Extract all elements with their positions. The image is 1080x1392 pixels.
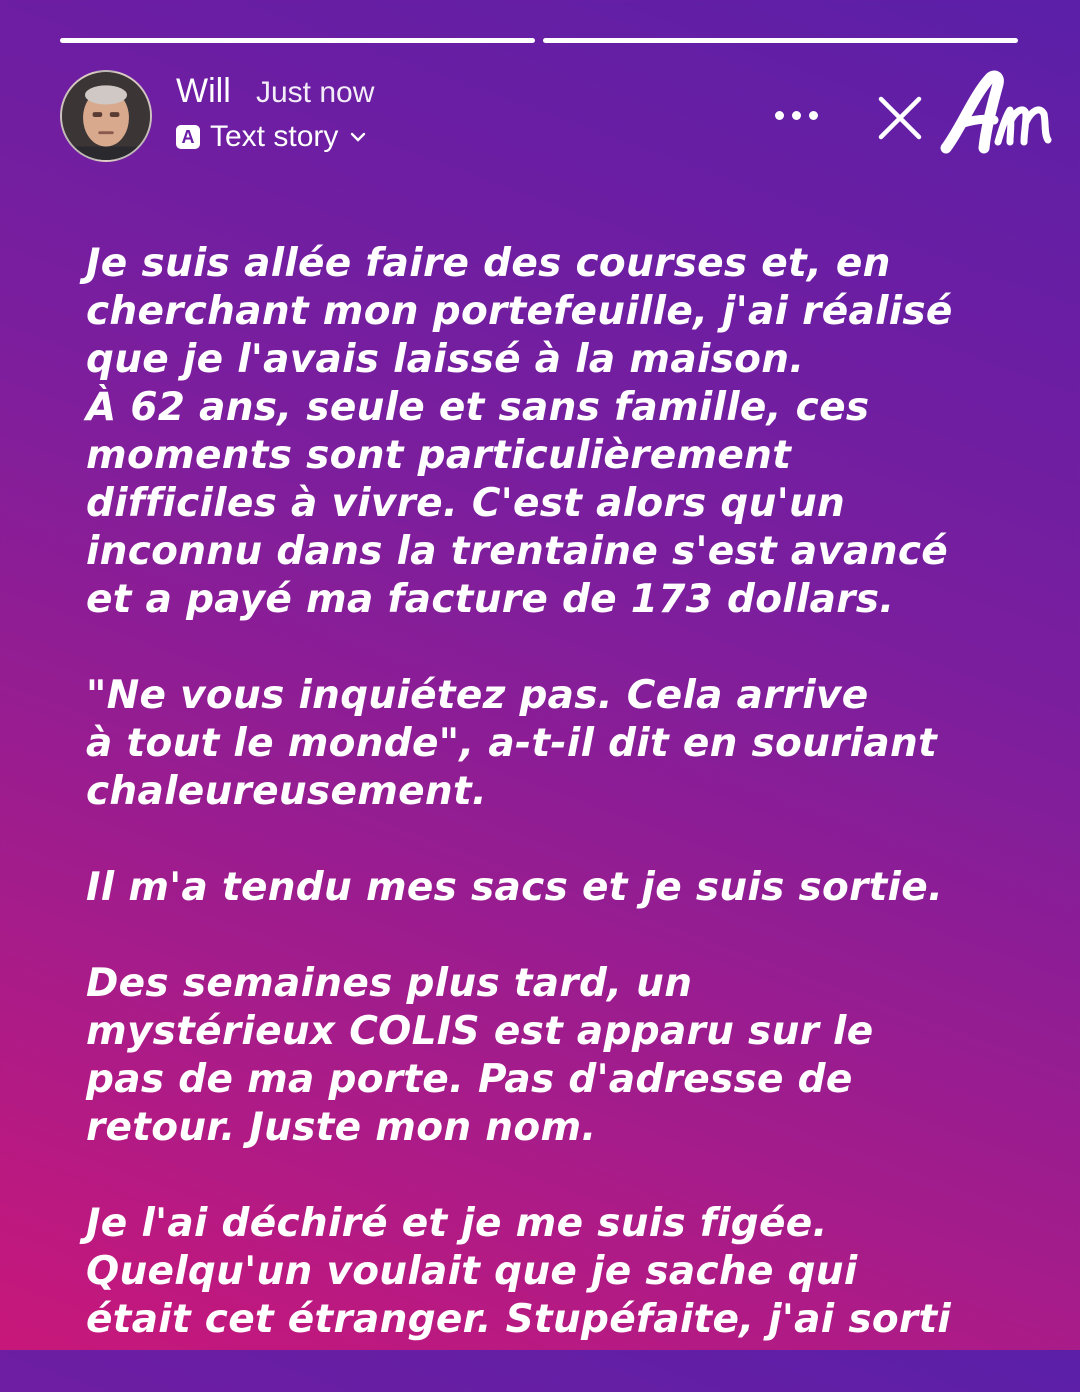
text-story-badge-icon: A <box>176 125 200 149</box>
author-name[interactable]: Will <box>176 72 231 110</box>
avatar-photo <box>62 72 150 160</box>
close-button[interactable] <box>874 92 926 144</box>
story-paragraph: Il m'a tendu mes sacs et je suis sortie. <box>86 865 944 910</box>
story-type-selector[interactable] <box>176 120 366 154</box>
story-type-label: Text story <box>210 120 339 153</box>
story-highlight: un inconnu dans la trentaine <box>86 481 846 574</box>
story-text-span: Je l'ai déchiré et je me suis figée. <box>86 1201 828 1246</box>
more-dot <box>775 111 784 120</box>
avatar[interactable] <box>60 70 152 162</box>
more-options-button[interactable] <box>768 92 824 138</box>
story-text-span: s'est avancé et a payé ma facture de 173 dollars. <box>86 529 949 622</box>
post-time: Just now <box>256 76 375 109</box>
story-text-span: Je suis allée faire des courses et, en cherchant mon portefeuille, j'ai réalisé que je l'avais laissé à la maison. <box>86 241 953 382</box>
story-highlight: Des semaines plus tard, un mystérieux COLIS est apparu sur le pas de ma porte. <box>86 961 874 1102</box>
progress-segment <box>60 38 535 43</box>
story-paragraph <box>86 1200 1061 1344</box>
progress-segment <box>543 38 1018 43</box>
story-highlight: Quelqu'un voulait que je sache qui était cet étranger. <box>86 1249 858 1342</box>
chevron-down-icon <box>350 126 366 149</box>
more-dot <box>809 111 818 120</box>
story-text-span: Stupéfaite, j'ai sorti <box>491 1297 952 1342</box>
story-paragraph <box>86 240 1061 624</box>
story-text <box>86 240 1061 1392</box>
story-text-span: , ces moments sont particulièrement difficiles à vivre. C'est alors qu' <box>86 385 870 526</box>
story-paragraph <box>86 960 1061 1152</box>
story-highlight: À 62 ans, seule et sans famille <box>86 385 767 430</box>
story-text-span: Pas d'adresse de retour. Juste mon nom. <box>86 1057 853 1150</box>
story-progress-bar <box>60 38 1018 43</box>
logo-mark <box>940 70 1055 160</box>
close-icon <box>874 92 926 144</box>
more-dot <box>792 111 801 120</box>
story-paragraph: "Ne vous inquiétez pas. Cela arrive à tout le monde", a-t-il dit en souriant chaleureusement. <box>86 673 938 814</box>
brand-logo <box>940 70 1055 160</box>
